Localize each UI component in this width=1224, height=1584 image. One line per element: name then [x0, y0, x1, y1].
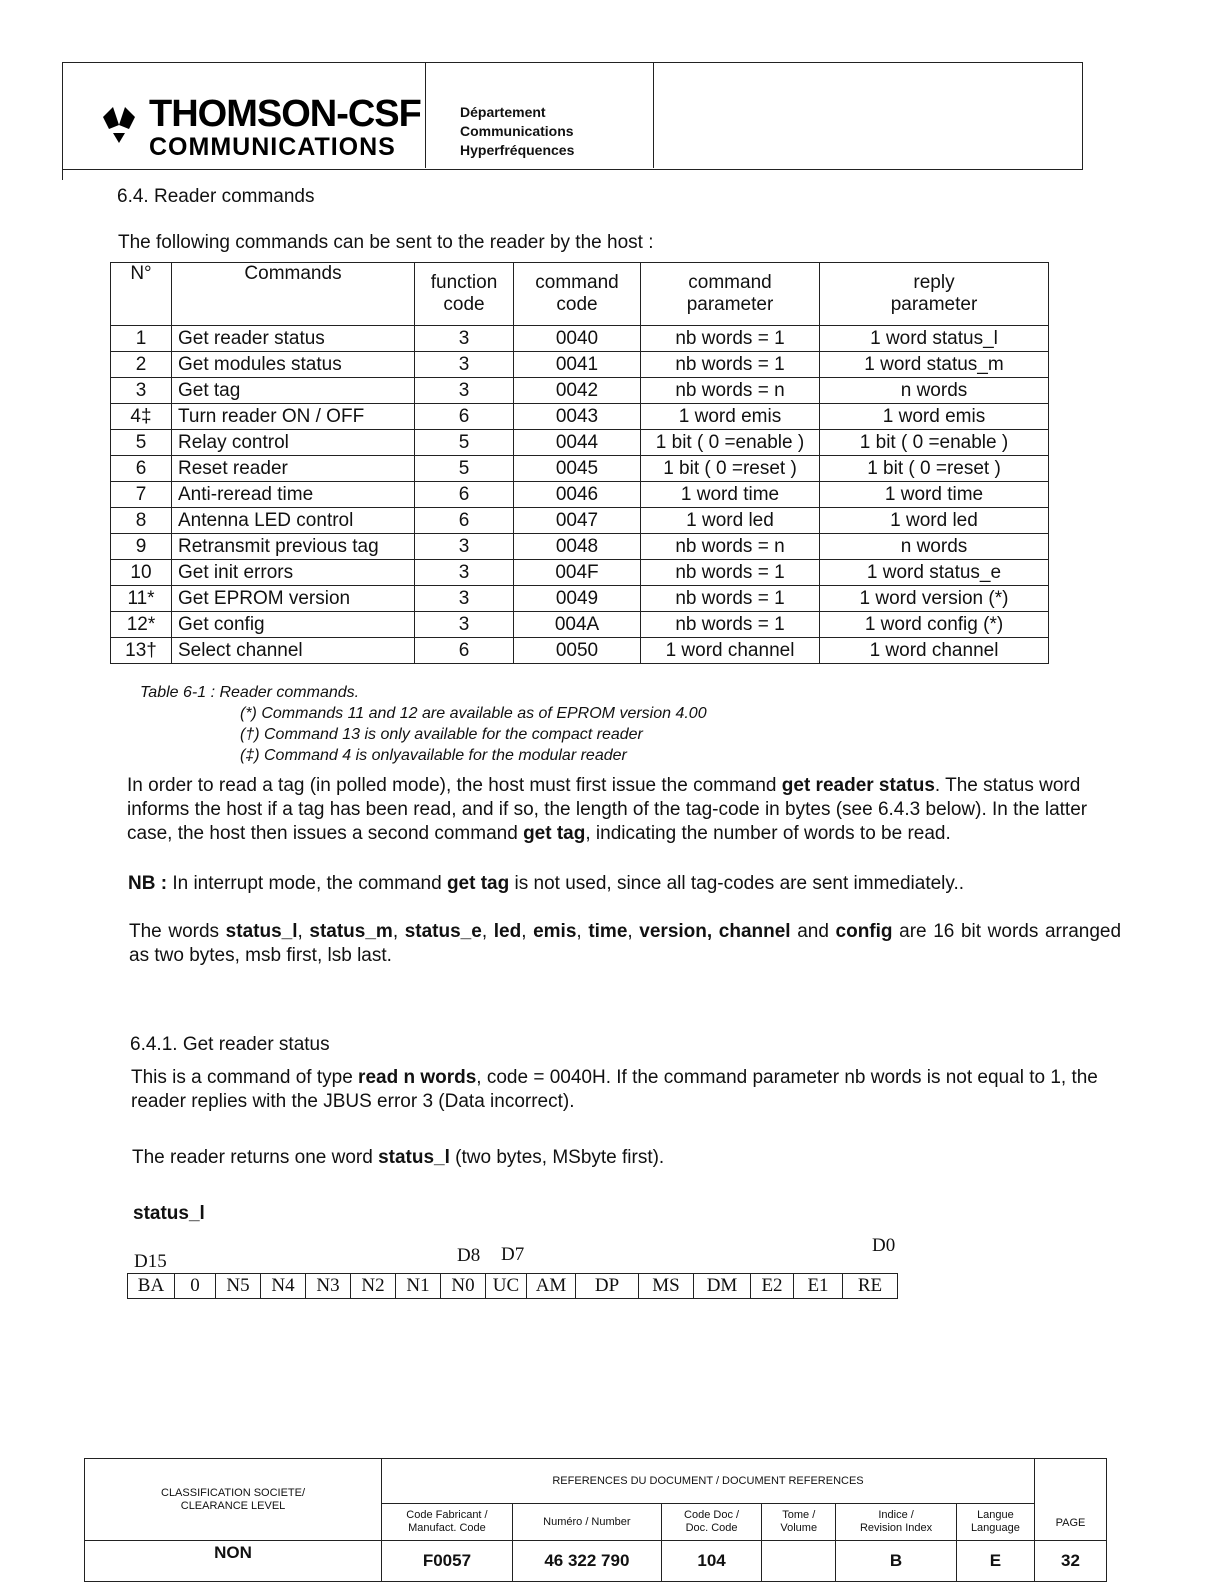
cell-no: 8 [111, 508, 172, 534]
revision-label-cell [836, 1504, 957, 1541]
company-name: THOMSON-CSF [149, 93, 421, 135]
register-bit: RE [843, 1274, 898, 1299]
language-label-cell [956, 1504, 1034, 1541]
cell-command-code: 0049 [514, 586, 641, 612]
department-line: Département [460, 104, 546, 120]
paragraph-returns-word: The reader returns one word status_l (two bytes, MSbyte first). [132, 1147, 665, 1168]
cell-command-code: 0041 [514, 352, 641, 378]
number-value: 46 322 790 [512, 1541, 661, 1582]
cell-command: Get config [172, 612, 415, 638]
cell-command: Turn reader ON / OFF [172, 404, 415, 430]
cell-command: Antenna LED control [172, 508, 415, 534]
classification-value: NON [85, 1541, 382, 1582]
table-row [111, 560, 1049, 586]
cell-function-code: 3 [415, 586, 514, 612]
status-register [127, 1273, 898, 1299]
cell-no: 9 [111, 534, 172, 560]
table-row [111, 612, 1049, 638]
register-bit: UC [486, 1274, 527, 1299]
register-bit: N1 [396, 1274, 441, 1299]
cell-command: Select channel [172, 638, 415, 664]
cell-command-parameter: nb words = n [641, 378, 820, 404]
register-bit: N0 [441, 1274, 486, 1299]
cell-command-code: 0047 [514, 508, 641, 534]
register-bit: DP [576, 1274, 639, 1299]
cell-reply-parameter: 1 bit ( 0 =enable ) [820, 430, 1049, 456]
cell-function-code: 5 [415, 430, 514, 456]
register-bit: DM [694, 1274, 751, 1299]
cell-no: 4‡ [111, 404, 172, 430]
cell-reply-parameter: 1 word channel [820, 638, 1049, 664]
col-header-command-code: command code [514, 263, 641, 326]
section-title: 6.4. Reader commands [117, 186, 315, 207]
cell-reply-parameter: 1 word status_e [820, 560, 1049, 586]
cell-reply-parameter: 1 word led [820, 508, 1049, 534]
register-bit: N3 [306, 1274, 351, 1299]
doccode-value: 104 [661, 1541, 761, 1582]
cell-command-parameter: nb words = 1 [641, 586, 820, 612]
table-row [111, 404, 1049, 430]
cell-reply-parameter: 1 word version (*) [820, 586, 1049, 612]
cell-reply-parameter: 1 word emis [820, 404, 1049, 430]
cell-function-code: 6 [415, 404, 514, 430]
cell-command-code: 0046 [514, 482, 641, 508]
col-header-function-code: function code [415, 263, 514, 326]
document-footer [84, 1458, 1107, 1582]
cell-reply-parameter: n words [820, 534, 1049, 560]
cell-command-parameter: 1 bit ( 0 =enable ) [641, 430, 820, 456]
cell-command: Retransmit previous tag [172, 534, 415, 560]
cell-reply-parameter: n words [820, 378, 1049, 404]
manufact-label-cell [382, 1504, 513, 1541]
volume-value [762, 1541, 836, 1582]
register-bit: E2 [751, 1274, 794, 1299]
caption-note: (*) Commands 11 and 12 are available as of EPROM version 4.00 [240, 705, 707, 722]
register-bit: BA [128, 1274, 175, 1299]
cell-command-parameter: nb words = 1 [641, 612, 820, 638]
register-bit: AM [527, 1274, 576, 1299]
table-row [111, 352, 1049, 378]
document-header [62, 62, 1083, 170]
table-row [111, 326, 1049, 352]
cell-no: 13† [111, 638, 172, 664]
cell-no: 3 [111, 378, 172, 404]
cell-command: Anti-reread time [172, 482, 415, 508]
cell-command: Reset reader [172, 456, 415, 482]
language-label: Language [970, 1522, 1020, 1534]
cell-reply-parameter: 1 bit ( 0 =reset ) [820, 456, 1049, 482]
bit-label-d15: D15 [134, 1251, 167, 1272]
table-row [111, 534, 1049, 560]
classification-label: CLEARANCE LEVEL [180, 1499, 286, 1512]
cell-function-code: 6 [415, 508, 514, 534]
cell-reply-parameter: 1 word config (*) [820, 612, 1049, 638]
table-row [111, 638, 1049, 664]
paragraph-polled-mode: In order to read a tag (in polled mode), the host must first issue the command get reader status. The status word informs the host if a tag has been read, and if so, the length of the tag-code in bytes (see 6.4.3 below). In the latter case, the host then issues a second command get tag, indicating the number of words to be read. [127, 775, 1088, 844]
cell-command-parameter: nb words = 1 [641, 352, 820, 378]
cell-command-code: 0045 [514, 456, 641, 482]
cell-command-code: 0043 [514, 404, 641, 430]
cell-function-code: 3 [415, 560, 514, 586]
department-line: Hyperfréquences [460, 142, 575, 158]
revision-value: B [836, 1541, 957, 1582]
language-value: E [956, 1541, 1034, 1582]
paragraph-words: The words status_l, status_m, status_e, led, emis, time, version, channel and config are 16 bit words arranged as two bytes, msb first, lsb last. [129, 921, 1122, 966]
cell-command: Get EPROM version [172, 586, 415, 612]
cell-function-code: 3 [415, 378, 514, 404]
commands-table [110, 262, 1049, 664]
subsection-title: 6.4.1. Get reader status [130, 1034, 330, 1055]
cell-function-code: 3 [415, 534, 514, 560]
cell-reply-parameter: 1 word status_l [820, 326, 1049, 352]
cell-function-code: 3 [415, 352, 514, 378]
cell-no: 6 [111, 456, 172, 482]
bit-label-d0: D0 [872, 1235, 896, 1256]
classification-label-cell [85, 1459, 382, 1541]
cell-command-parameter: nb words = 1 [641, 326, 820, 352]
thomson-logo-icon [97, 103, 141, 147]
cell-function-code: 3 [415, 326, 514, 352]
register-bit: N5 [216, 1274, 261, 1299]
register-bit: 0 [175, 1274, 216, 1299]
table-row [111, 378, 1049, 404]
cell-no: 2 [111, 352, 172, 378]
revision-label: Indice / [878, 1509, 914, 1521]
col-header-command-parameter: command parameter [641, 263, 820, 326]
table-body [111, 326, 1049, 664]
table-header-row [111, 263, 1049, 326]
register-bit: E1 [794, 1274, 843, 1299]
paragraph-get-reader-status: This is a command of type read n words, code = 0040H. If the command parameter nb words is not equal to 1, the reader replies with the JBUS error 3 (Data incorrect). [131, 1067, 1098, 1112]
revision-label: Revision Index [859, 1522, 933, 1534]
cell-no: 11* [111, 586, 172, 612]
intro-text: The following commands can be sent to the reader by the host : [118, 232, 654, 253]
caption-note: (†) Command 13 is only available for the compact reader [240, 726, 643, 743]
classification-label: CLASSIFICATION SOCIETE/ [161, 1486, 306, 1499]
department-line: Communications [460, 123, 574, 139]
cell-command-parameter: 1 word led [641, 508, 820, 534]
manufact-label: Code Fabricant / [406, 1509, 488, 1521]
cell-function-code: 6 [415, 638, 514, 664]
cell-command-code: 0040 [514, 326, 641, 352]
cell-command-code: 0042 [514, 378, 641, 404]
doccode-label: Code Doc / [684, 1509, 740, 1521]
cell-command-parameter: nb words = 1 [641, 560, 820, 586]
register-title: status_l [133, 1203, 205, 1224]
register-bit: N2 [351, 1274, 396, 1299]
table-row [111, 456, 1049, 482]
cell-no: 12* [111, 612, 172, 638]
doccode-label-cell [661, 1504, 761, 1541]
cell-no: 7 [111, 482, 172, 508]
language-label: Langue [977, 1509, 1014, 1521]
register-row [128, 1274, 898, 1299]
cell-command-code: 0048 [514, 534, 641, 560]
volume-label: Tome / [782, 1509, 816, 1521]
cell-command-code: 004A [514, 612, 641, 638]
company-division: COMMUNICATIONS [149, 133, 396, 161]
page-value: 32 [1034, 1541, 1106, 1582]
department-cell [426, 63, 654, 168]
cell-command: Get reader status [172, 326, 415, 352]
cell-command-parameter: 1 word emis [641, 404, 820, 430]
cell-command: Get tag [172, 378, 415, 404]
cell-command-parameter: 1 word channel [641, 638, 820, 664]
doccode-label: Doc. Code [685, 1522, 738, 1534]
cell-command-code: 0044 [514, 430, 641, 456]
paragraph-interrupt-note: NB : In interrupt mode, the command get tag is not used, since all tag-codes are sent immediately.. [128, 873, 965, 894]
volume-label-cell [762, 1504, 836, 1541]
volume-label: Volume [780, 1522, 818, 1534]
cell-function-code: 5 [415, 456, 514, 482]
cell-command: Get init errors [172, 560, 415, 586]
cell-function-code: 6 [415, 482, 514, 508]
cell-reply-parameter: 1 word time [820, 482, 1049, 508]
page-label: PAGE [1034, 1459, 1106, 1541]
bit-label-d8: D8 [457, 1245, 481, 1266]
cell-command-parameter: nb words = n [641, 534, 820, 560]
cell-command-code: 0050 [514, 638, 641, 664]
references-label: REFERENCES DU DOCUMENT / DOCUMENT REFERENCES [382, 1459, 1035, 1504]
cell-command-parameter: 1 bit ( 0 =reset ) [641, 456, 820, 482]
col-header-reply-parameter: reply parameter [820, 263, 1049, 326]
manufact-label: Manufact. Code [408, 1522, 486, 1534]
table-row [111, 430, 1049, 456]
register-bit: N4 [261, 1274, 306, 1299]
cell-no: 10 [111, 560, 172, 586]
number-label: Numéro / Number [512, 1504, 661, 1541]
cell-function-code: 3 [415, 612, 514, 638]
caption-note: (‡) Command 4 is onlyavailable for the modular reader [240, 747, 627, 764]
cell-reply-parameter: 1 word status_m [820, 352, 1049, 378]
cell-command: Relay control [172, 430, 415, 456]
table-row [111, 586, 1049, 612]
cell-command-code: 004F [514, 560, 641, 586]
cell-no: 5 [111, 430, 172, 456]
manufact-value: F0057 [382, 1541, 513, 1582]
register-bit: MS [639, 1274, 694, 1299]
cell-command: Get modules status [172, 352, 415, 378]
logo-cell [63, 63, 426, 168]
bit-label-d7: D7 [501, 1244, 525, 1265]
header-divider [62, 170, 63, 180]
cell-command-parameter: 1 word time [641, 482, 820, 508]
table-row [111, 482, 1049, 508]
col-header-commands: Commands [172, 263, 415, 326]
table-caption [140, 682, 707, 766]
caption-title: Table 6-1 : Reader commands. [140, 684, 360, 701]
cell-no: 1 [111, 326, 172, 352]
table-row [111, 508, 1049, 534]
col-header-no: N° [111, 263, 172, 326]
